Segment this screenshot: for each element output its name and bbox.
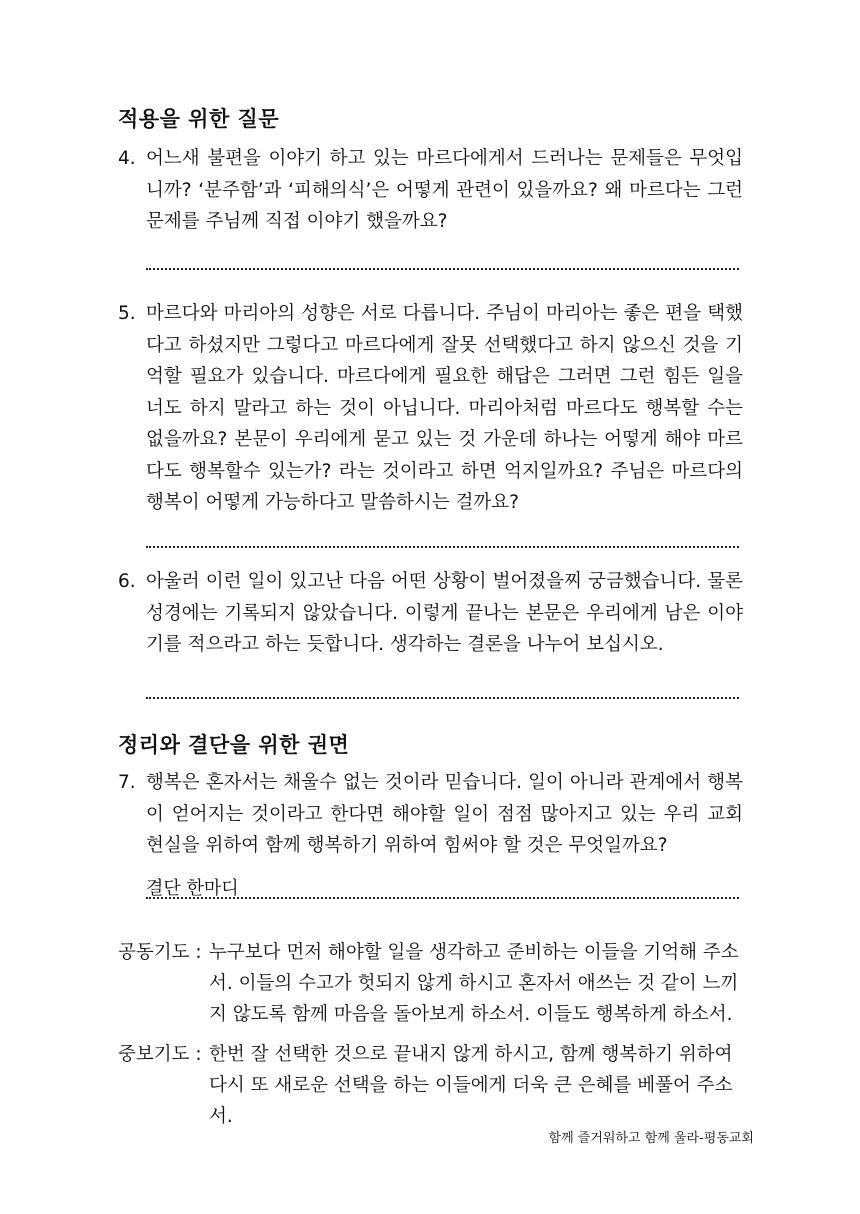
question-4 [118, 143, 743, 238]
question-4-number: 4. [118, 148, 136, 169]
intercessory-prayer-label: 중보기도 : [118, 1044, 202, 1065]
answer-line-4[interactable] [146, 268, 739, 270]
question-5-text: 마르다와 마리아의 성향은 서로 다릅니다. 주님이 마리아는 좋은 편을 택했다고 하셨지만 그렇다고 마르다에게 잘못 선택했다고 하지 않으신 것을 기억할 필요가 있습니다. 마르다에게 필요한 해답은 그러면 그런 힘든 일을 너도 하지 말라고 하는 것이 아닙니다. 마리아처럼 마르다도 행복할 수는 없을까요? 본문이 우리에게 묻고 있는 것 가운데 하나는 어떻게 해야 마르다도 행복할수 있는가? 라는 것이라고 하면 억지일까요? 주님은 마르다의 행복이 어떻게 가능하다고 말씀하시는 걸까요? [146, 303, 743, 513]
question-5-number: 5. [118, 303, 136, 324]
intercessory-prayer-text: 한번 잘 선택한 것으로 끝내지 않게 하시고, 함께 행복하기 위하여 다시 또 새로운 선택을 하는 이들에게 더욱 큰 은혜를 베풀어 주소서. [209, 1044, 733, 1127]
question-4-text: 어느새 불편을 이야기 하고 있는 마르다에게서 드러나는 문제들은 무엇입니까? ‘분주함’과 ‘피해의식’은 어떻게 관련이 있을까요? 왜 마르다는 그런 문제를 주님께 직접 이야기 했을까요? [146, 148, 743, 232]
question-7-number: 7. [118, 772, 136, 793]
question-6-text: 아울러 이런 일이 있고난 다음 어떤 상황이 벌어졌을찌 궁금했습니다. 물론 성경에는 기록되지 않았습니다. 이렇게 끝나는 본문은 우리에게 남은 이야기를 적으라고 하는 듯합니다. 생각하는 결론을 나누어 보십시오. [146, 571, 743, 655]
decision-label: 결단 한마디 [146, 878, 239, 899]
answer-line-5[interactable] [146, 546, 739, 548]
question-6-number: 6. [118, 571, 136, 592]
question-5 [118, 298, 743, 519]
question-6 [118, 566, 743, 661]
decision-answer-line[interactable] [146, 897, 739, 899]
common-prayer-text: 누구보다 먼저 해야할 일을 생각하고 준비하는 이들을 기억해 주소서. 이들의 수고가 헛되지 않게 하시고 혼자서 애쓰는 것 같이 느끼지 않도록 함께 마음을 돌아보게 하소서. 이들도 행복하게 하소서. [209, 942, 739, 1025]
question-7-text: 행복은 혼자서는 채울수 없는 것이라 믿습니다. 일이 아니라 관계에서 행복이 얻어지는 것이라고 한다면 해야할 일이 점점 많아지고 있는 우리 교회 현실을 위하여 함께 행복하기 위하여 힘써야 할 것은 무엇일까요? [146, 772, 743, 856]
decision-heading: 정리와 결단을 위한 권면 [118, 733, 350, 757]
question-7 [118, 767, 743, 862]
common-prayer [118, 937, 748, 1030]
church-footer: 함께 즐거워하고 함께 울라-평동교회 [548, 1131, 754, 1146]
answer-line-6[interactable] [146, 697, 739, 699]
application-questions-heading: 적용을 위한 질문 [118, 107, 280, 131]
common-prayer-label: 공동기도 : [118, 942, 202, 963]
intercessory-prayer [118, 1039, 748, 1132]
